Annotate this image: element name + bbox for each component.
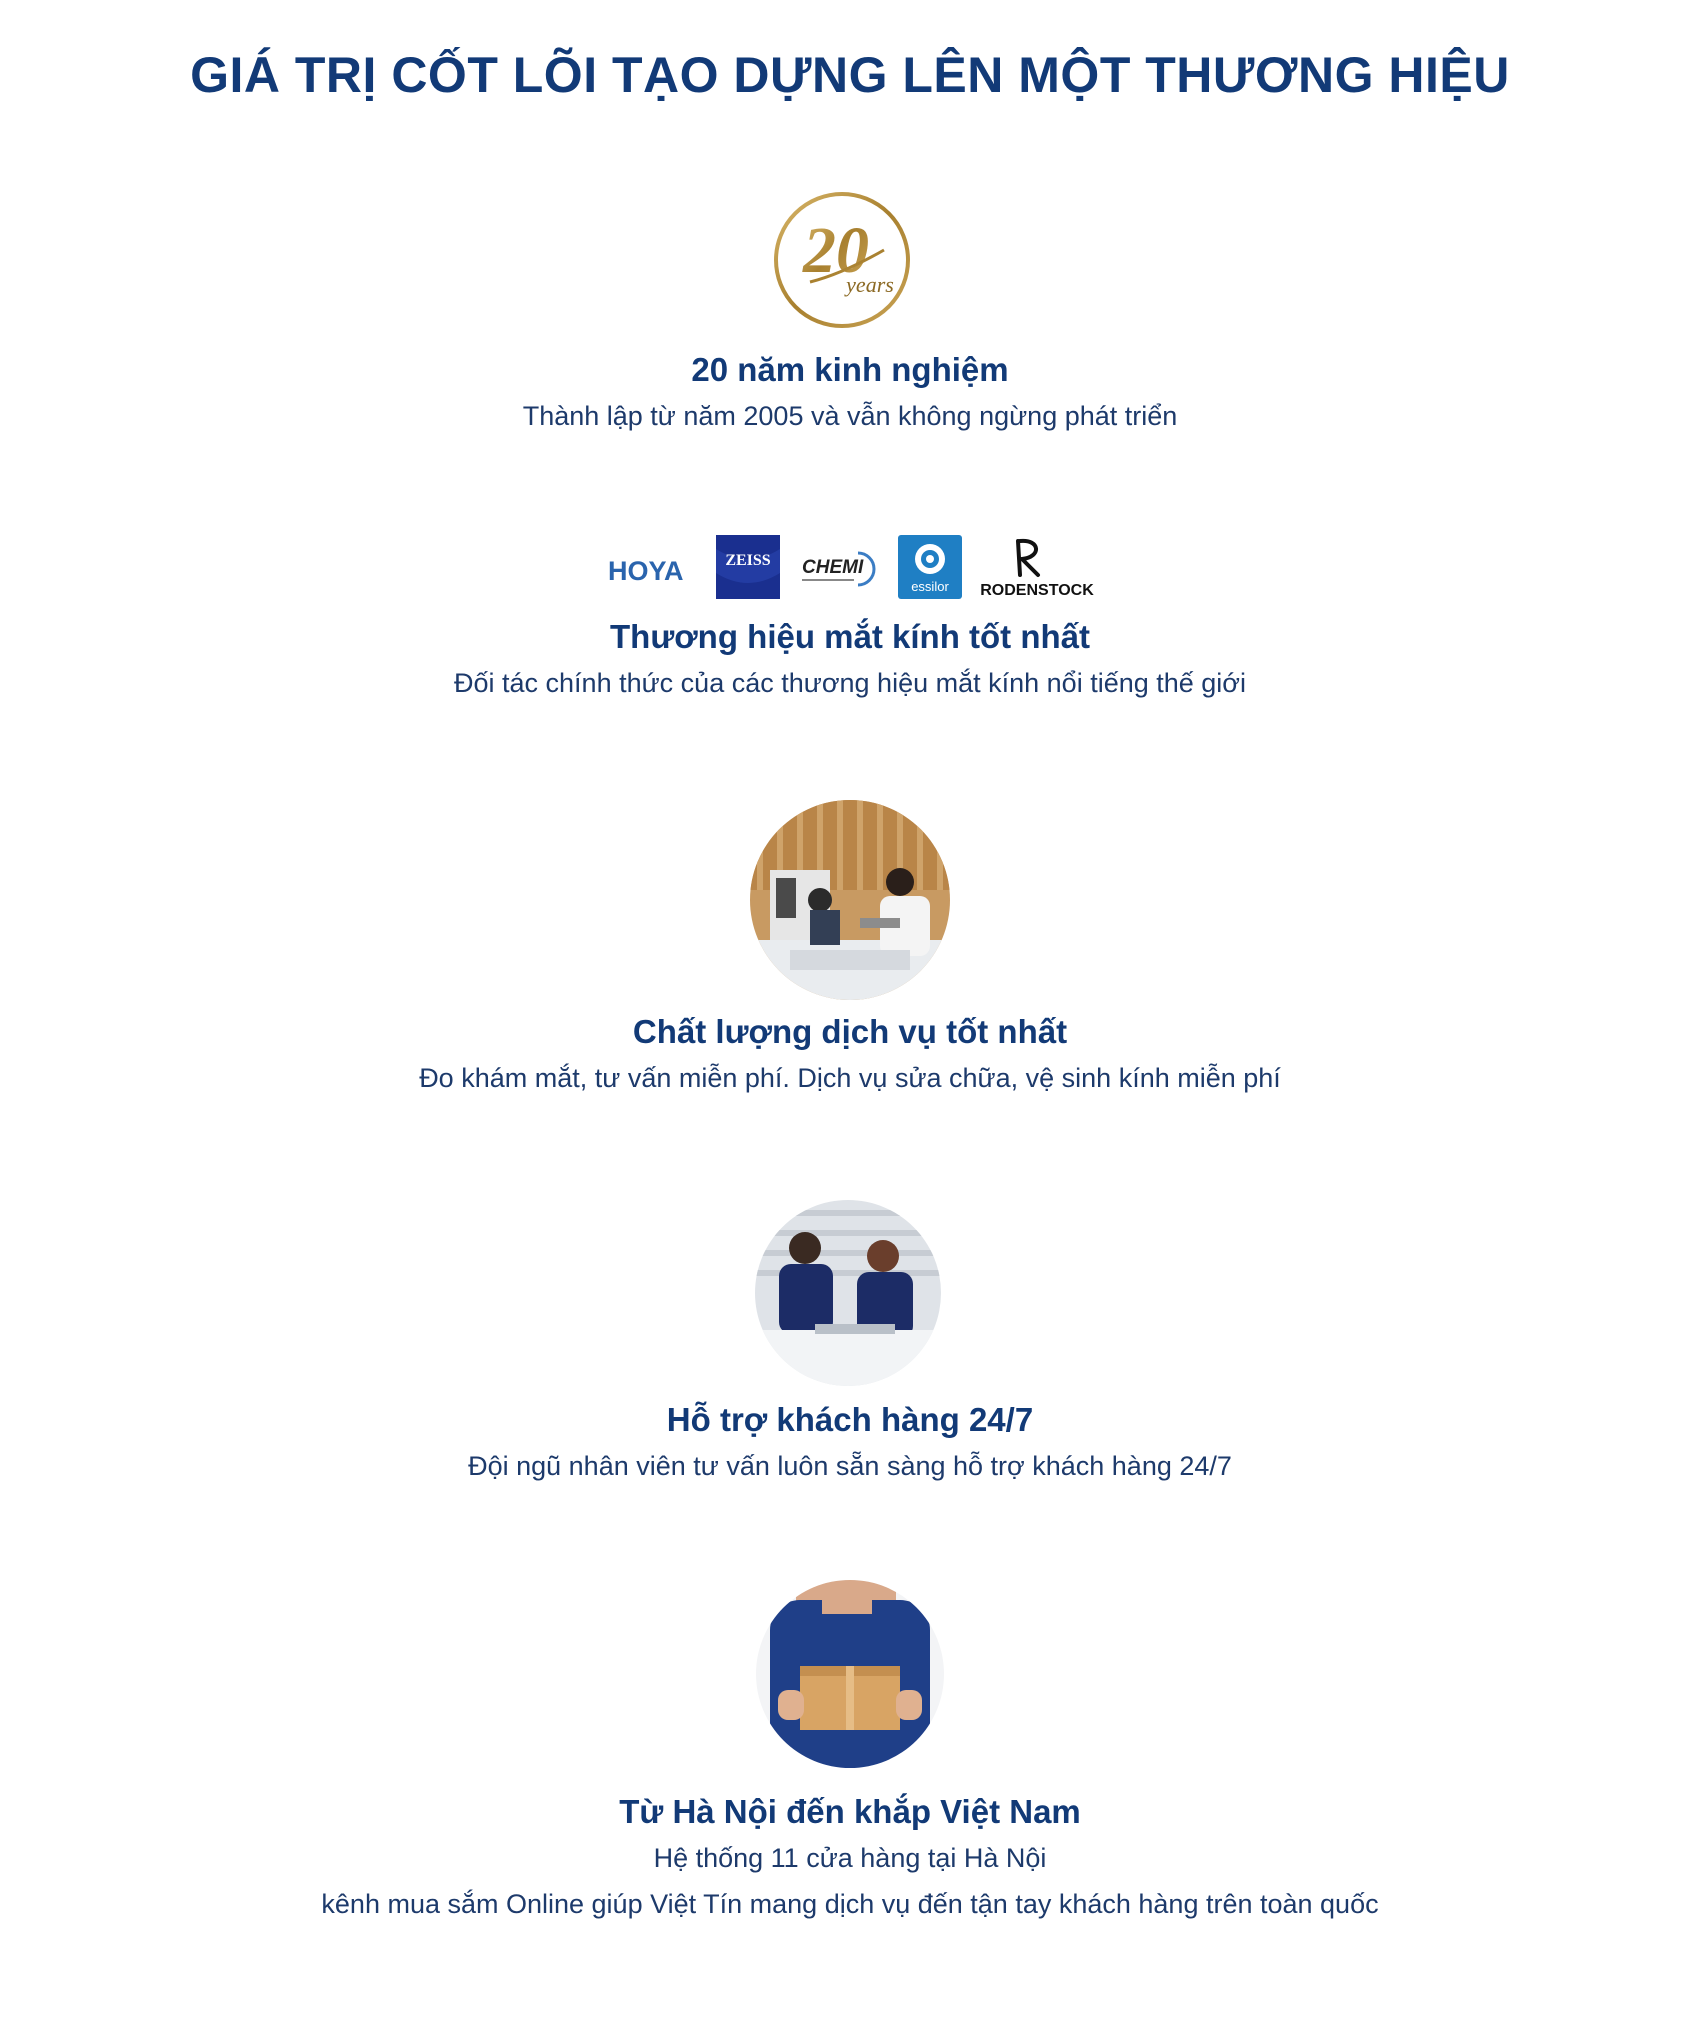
section-heading: 20 năm kinh nghiệm (691, 351, 1009, 388)
section-heading: Hỗ trợ khách hàng 24/7 (666, 1401, 1034, 1438)
section-description: Đối tác chính thức của các thương hiệu mắt kính nổi tiếng thế giới (454, 668, 1246, 698)
20-years-badge-icon (772, 190, 912, 330)
brand-logos (606, 535, 1096, 603)
zeiss-logo-icon (716, 535, 780, 604)
section-heading: Thương hiệu mắt kính tốt nhất (610, 618, 1090, 655)
chemi-logo-icon (796, 543, 876, 598)
section-description: Đo khám mắt, tư vấn miễn phí. Dịch vụ sửa chữa, vệ sinh kính miễn phí (419, 1063, 1281, 1093)
section-heading: Chất lượng dịch vụ tốt nhất (632, 1013, 1068, 1050)
svg-text:RODENSTOCK: RODENSTOCK (980, 582, 1094, 599)
section-description-line2: kênh mua sắm Online giúp Việt Tín mang dịch vụ đến tận tay khách hàng trên toàn quốc (321, 1889, 1379, 1919)
section-experience (0, 350, 1700, 434)
svg-text:essilor: essilor (911, 579, 949, 594)
section-description: Hệ thống 11 cửa hàng tại Hà Nội (653, 1843, 1047, 1873)
essilor-logo-icon (898, 535, 962, 604)
svg-text:ZEISS: ZEISS (725, 552, 771, 569)
delivery-photo (756, 1580, 944, 1768)
section-description: Đội ngũ nhân viên tư vấn luôn sẵn sàng hỗ trợ khách hàng 24/7 (468, 1451, 1232, 1481)
page-title: GIÁ TRỊ CỐT LÕI TẠO DỰNG LÊN MỘT THƯƠNG HIỆU (190, 47, 1510, 103)
section-brands (0, 617, 1700, 701)
hoya-logo-icon (606, 553, 696, 592)
section-description: Thành lập từ năm 2005 và vẫn không ngừng phát triển (522, 401, 1178, 431)
section-heading: Từ Hà Nội đến khắp Việt Nam (619, 1793, 1081, 1830)
section-service (0, 1012, 1700, 1096)
section-coverage (0, 1792, 1700, 1922)
eye-exam-photo (750, 800, 950, 1000)
badge-script: years (846, 272, 894, 297)
badge-number: 20 (803, 214, 869, 287)
rodenstock-logo-icon (978, 535, 1096, 606)
svg-text:CHEMI: CHEMI (802, 557, 864, 578)
svg-text:HOYA: HOYA (608, 556, 684, 586)
section-support (0, 1400, 1700, 1484)
customer-support-photo (755, 1200, 941, 1386)
